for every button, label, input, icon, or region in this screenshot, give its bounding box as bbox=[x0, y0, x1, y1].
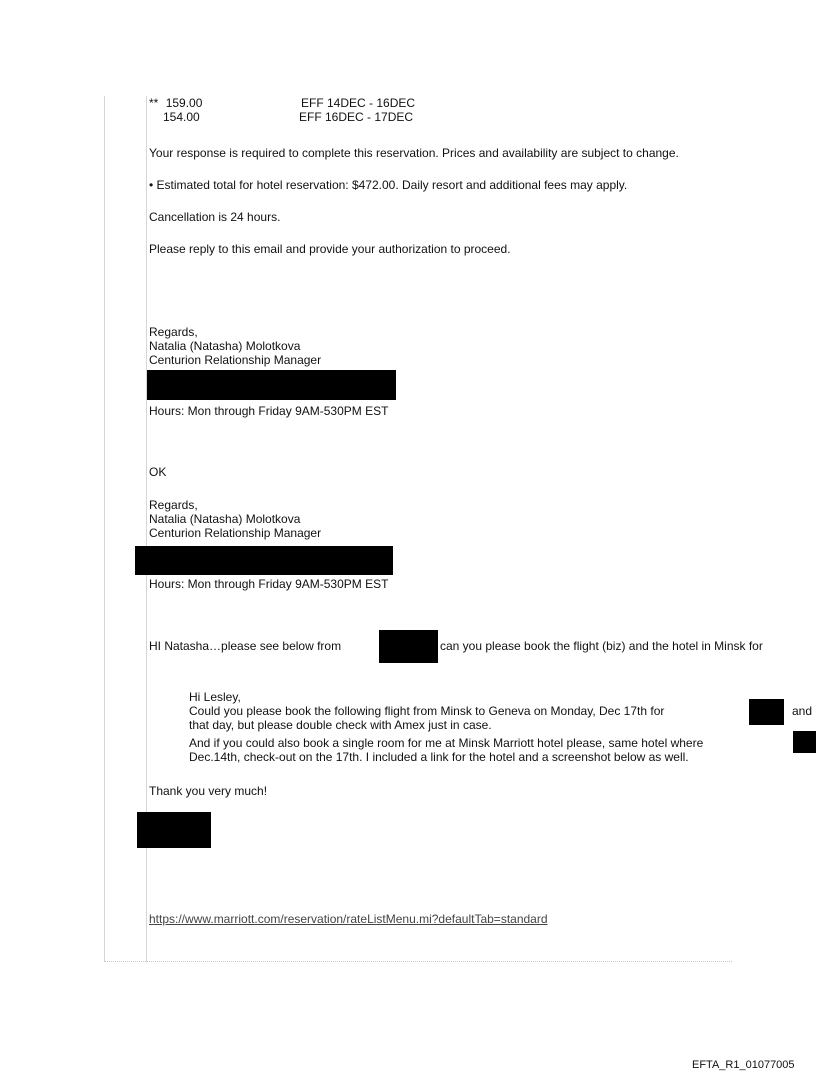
redaction-box bbox=[379, 630, 438, 663]
document-id: EFTA_R1_01077005 bbox=[692, 1059, 795, 1071]
quoted-line-1-end: and bbox=[792, 704, 813, 718]
signature-2 bbox=[149, 498, 321, 540]
redaction-box bbox=[147, 370, 396, 400]
request-line-start: HI Natasha…please see below from bbox=[149, 639, 342, 653]
redaction-box bbox=[137, 812, 211, 848]
hotel-link[interactable]: https://www.marriott.com/reservation/rateListMenu.mi?defaultTab=standard bbox=[149, 912, 548, 926]
rate-period-2: EFF 16DEC - 17DEC bbox=[299, 110, 414, 124]
reply-request: Please reply to this email and provide your authorization to proceed. bbox=[149, 242, 511, 256]
estimate-bullet: • Estimated total for hotel reservation: $472.00. Daily resort and additional fees may apply. bbox=[149, 178, 628, 192]
bottom-divider bbox=[104, 961, 732, 962]
sender-name: Natalia (Natasha) Molotkova bbox=[149, 512, 301, 526]
sender-title: Centurion Relationship Manager bbox=[149, 353, 322, 367]
cancellation-policy: Cancellation is 24 hours. bbox=[149, 210, 281, 224]
redaction-box bbox=[135, 546, 393, 575]
rate-amount: 159.00 bbox=[165, 96, 203, 110]
thank-you: Thank you very much! bbox=[149, 784, 268, 798]
signature-1 bbox=[149, 325, 321, 367]
rate-amount-2: 154.00 bbox=[163, 110, 200, 124]
ok-reply: OK bbox=[149, 465, 167, 479]
quoted-line-3: And if you could also book a single room for me at Minsk Marriott hotel please, same hotel where bbox=[189, 736, 704, 750]
quoted-line-2: that day, but please double check with Amex just in case. bbox=[189, 718, 492, 732]
redaction-box bbox=[749, 699, 784, 725]
office-hours: Hours: Mon through Friday 9AM-530PM EST bbox=[149, 404, 389, 418]
quoted-line-4: Dec.14th, check-out on the 17th. I included a link for the hotel and a screenshot below as well. bbox=[189, 750, 689, 764]
closing: Regards, bbox=[149, 325, 198, 339]
redaction-box bbox=[793, 731, 816, 753]
request-line-end: can you please book the flight (biz) and the hotel in Minsk for bbox=[440, 639, 763, 653]
quoted-greeting: Hi Lesley, bbox=[189, 690, 241, 704]
rate-prefix: ** bbox=[149, 96, 159, 110]
sender-name: Natalia (Natasha) Molotkova bbox=[149, 339, 301, 353]
response-note: Your response is required to complete this reservation. Prices and availability are subject to change. bbox=[149, 146, 679, 160]
rate-period-1: EFF 14DEC - 16DEC bbox=[301, 96, 416, 110]
outer-frame-line bbox=[104, 96, 105, 962]
sender-title: Centurion Relationship Manager bbox=[149, 526, 322, 540]
quoted-line-1: Could you please book the following flight from Minsk to Geneva on Monday, Dec 17th for bbox=[189, 704, 665, 718]
rate-row-1 bbox=[149, 96, 202, 110]
closing: Regards, bbox=[149, 498, 198, 512]
office-hours: Hours: Mon through Friday 9AM-530PM EST bbox=[149, 577, 389, 591]
